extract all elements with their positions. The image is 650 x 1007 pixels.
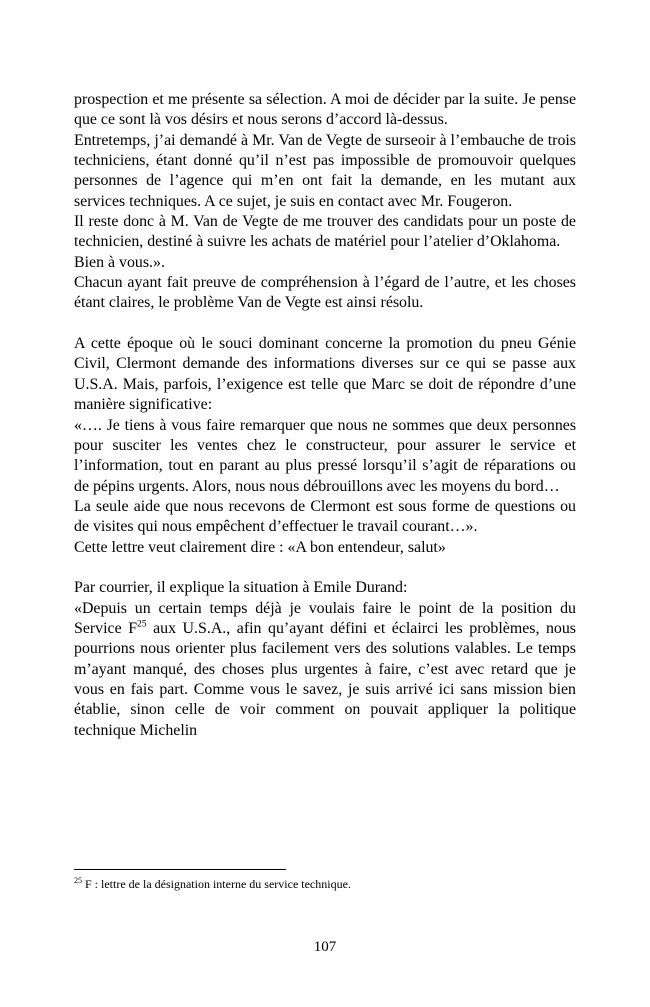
footnote-number: 25 (74, 876, 82, 885)
paragraph: prospection et me présente sa sélection. A moi de décider par la suite. Je pense que ce sont là vos désirs et nous serons d’accord là-dessus. (74, 91, 576, 129)
paragraph: Entretemps, j’ai demandé à Mr. Van de Vegte de surseoir à l’embauche de trois techniciens, étant donné qu’il n’est pas impossible de promouvoir quelques personnes de l’agence qui m’en ont fait la demande, en les mutant aux services techniques. A ce sujet, je suis en contact avec Mr. Fougeron. (74, 131, 576, 210)
quoted-paragraph: La seule aide que nous recevons de Clermont est sous forme de questions ou de visites qui nous empêchent d’effectuer le travail courant…». (74, 497, 576, 536)
footnote (74, 877, 576, 892)
paragraph: Il reste donc à M. Van de Vegte de me trouver des candidats pour un poste de technicien, destiné à suivre les achats de matériel pour l’atelier d’Oklahoma. (74, 213, 576, 251)
text-segment: «Depuis un certain temps déjà je voulais faire le point de la position du Service F (74, 599, 576, 637)
footnote-separator (74, 869, 286, 870)
paragraph: Chacun ayant fait preuve de compréhension à l’égard de l’autre, et les choses étant claires, le problème Van de Vegte est ainsi résolu. (74, 274, 576, 312)
footnote-text: F : lettre de la désignation interne du service technique. (82, 877, 351, 891)
paragraph-gap (74, 314, 576, 334)
paragraph: Cette lettre veut clairement dire : «A bon entendeur, salut» (74, 538, 446, 556)
paragraph-gap (74, 558, 576, 578)
paragraph: Par courrier, il explique la situation à Emile Durand: (74, 579, 408, 597)
text-segment: aux U.S.A., afin qu’ayant défini et éclairci les problèmes, nous pourrions nous orienter plus facilement vers des solutions valables. Le temps m’ayant manqué, des choses plus urgentes à faire, c’est avec retard que je vous en fais part. Comme vous le savez, je suis arrivé ici sans mission bien établie, sinon celle de voir comment on pouvait appliquer la politique technique Michelin (74, 619, 576, 739)
body-text (74, 90, 576, 741)
paragraph: A cette époque où le souci dominant concerne la promotion du pneu Génie Civil, Clermont demande des informations diverses sur ce qui se passe aux U.S.A. Mais, parfois, l’exigence est telle que Marc se doit de répondre d’une manière significative: (74, 335, 576, 414)
quoted-paragraph (74, 599, 576, 741)
quoted-paragraph: «…. Je tiens à vous faire remarquer que nous ne sommes que deux personnes pour susciter les ventes chez le constructeur, pour assurer le service et l’information, tout en parant au plus pressé lorsqu’il s’agit de réparations ou de pépins urgents. Alors, nous nous débrouillons avec les moyens du bord… (74, 416, 576, 495)
footnote-reference: 25 (137, 619, 147, 630)
page-number: 107 (313, 939, 337, 955)
paragraph: Bien à vous.». (74, 253, 165, 271)
